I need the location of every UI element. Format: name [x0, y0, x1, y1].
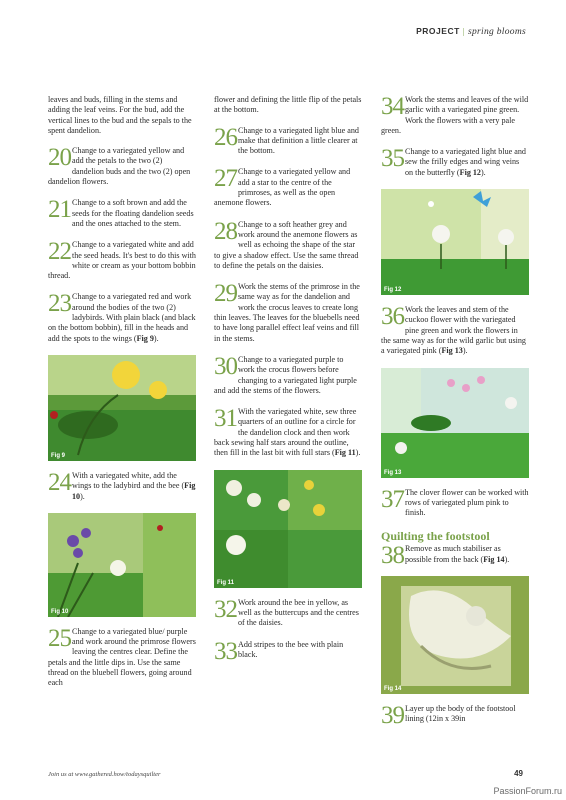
step-text-end: ). [462, 346, 468, 356]
step-text: With a variegated white, add the wings to the ladybird and the bee ( [72, 470, 185, 491]
step-text: Work the leaves and stem of the cuckoo flower with the variegated pine green and work the flowers in the same way as for the wild garlic but using a variegated pink ( [381, 305, 526, 356]
step-text: Change to a variegated yellow and add a star to the centre of the primroses, as well as the open anemone flowers. [214, 167, 351, 208]
step-29 [214, 282, 362, 344]
figure-13 [381, 368, 529, 478]
step-27 [214, 167, 362, 208]
step-25 [48, 624, 196, 689]
step-number: 29 [214, 280, 237, 308]
step-number: 25 [48, 624, 71, 652]
figure-12 [381, 189, 529, 295]
step-number: 26 [214, 123, 237, 151]
step-32 [214, 595, 362, 629]
step-38 [381, 542, 529, 570]
step-text-end: ). [504, 554, 510, 564]
step-text: With the variegated white, sew three quarters of an outline for a circle for the dandelion clock and then work back sewing half stars around the outline, then fill in the last bit with full stars ( [214, 407, 357, 458]
step-31 [214, 407, 362, 458]
step-text: Change to a soft heather grey and work around the anemone flowers as well as echoing the shape of the star to give a shadow effect. Use the same thread to define the petals on the daisies. [214, 219, 359, 270]
step-text: Change to a variegated blue/ purple and work around the primrose flowers leaving the centres clear. Define the petals and the little dips in. Use the same thread on the bluebell flowers, going around each [48, 626, 196, 688]
step-text: Remove as much stabiliser as possible from the back ( [405, 544, 501, 564]
figure-label: Fig 10 [51, 608, 69, 615]
watermark: PassionForum.ru [493, 786, 562, 796]
step-21 [48, 198, 196, 229]
step-text-end: ). [80, 491, 85, 501]
step-text: Work around the bee in yellow, as well as the buttercups and the centres of the daisies. [238, 597, 359, 628]
step-number: 23 [48, 290, 71, 318]
step-number: 21 [48, 196, 71, 224]
step-28 [214, 217, 362, 271]
col1-intro: leaves and buds, filling in the stems and adding the leaf veins. For the bud, add the vertical lines to the bud and the sepals to the spent dandelion. [48, 95, 192, 135]
step-text: Change to a variegated light blue and sew the frilly edges and wing veins on the butterfly ( [405, 147, 526, 177]
fig12-photo [381, 189, 529, 295]
step-text: Change to a variegated yellow and add the petals to the two (2) dandelion buds and the two (2) open dandelion flowers. [48, 146, 191, 187]
figure-14 [381, 576, 529, 694]
fig-reference: Fig 11 [334, 448, 356, 458]
step-number: 32 [214, 595, 237, 623]
fig11-photo [214, 470, 362, 588]
step-30 [214, 352, 362, 396]
step-number: 36 [381, 303, 404, 331]
step-text: Change to a variegated red and work around the bodies of the two (2) ladybirds. With plain black (and black on the bottom bobbin), fill in the heads and add the spots to the wings ( [48, 292, 196, 343]
section-heading: Quilting the footstool [381, 529, 490, 544]
step-37 [381, 485, 529, 519]
step-33 [214, 637, 362, 665]
step-text: Change to a variegated light blue and make that definition a little clearer at the bottom. [238, 125, 359, 156]
figure-label: Fig 14 [384, 686, 402, 693]
fig14-photo [381, 576, 529, 694]
header-separator: | [462, 26, 465, 36]
fig-reference: Fig 13 [441, 346, 463, 356]
step-35 [381, 147, 529, 178]
figure-10 [48, 513, 196, 617]
step-text: Work the stems of the primrose in the same way as for the dandelion and work the crocus leaves to create long thin leaves. The leaves for the bluebells need to have long parallel effect leaf veins and fill in the stems. [214, 282, 360, 343]
step-text-end: ). [355, 448, 361, 458]
step-number: 31 [214, 405, 237, 433]
col2-intro: flower and defining the little flip of the petals at the bottom. [214, 95, 362, 115]
step-number: 20 [48, 144, 71, 172]
fig-reference: Fig 14 [483, 554, 505, 564]
figure-9 [48, 355, 196, 461]
figure-11 [214, 470, 362, 588]
step-number: 30 [214, 352, 237, 380]
step-22 [48, 240, 196, 281]
step-number: 35 [381, 145, 404, 173]
fig10-photo [48, 513, 196, 617]
step-text: Add stripes to the bee with plain black. [238, 639, 344, 659]
step-number: 37 [381, 485, 404, 513]
footer-website: Join us at www.gathered.how/todaysquilter [48, 771, 161, 778]
fig-reference: Fig 12 [459, 167, 481, 177]
step-number: 22 [48, 238, 71, 266]
step-number: 39 [381, 702, 404, 730]
column-3 [381, 95, 529, 736]
step-number: 24 [48, 468, 71, 496]
step-text: Change to a variegated purple to work the crocus flowers before changing to a variegated light purple and add the stems of the flowers. [214, 354, 357, 395]
step-text-end: ). [153, 333, 159, 343]
step-number: 38 [381, 542, 404, 570]
step-number: 34 [381, 93, 404, 120]
header-topic: spring blooms [467, 27, 526, 37]
step-number: 27 [214, 165, 237, 193]
column-1 [48, 95, 196, 700]
step-text: Change to a variegated white and add the seed heads. It's best to do this with white or cream as your bottom bobbin thread. [48, 240, 196, 281]
step-24 [48, 468, 196, 502]
column-2 [214, 95, 362, 671]
running-header [416, 26, 526, 37]
figure-label: Fig 9 [51, 452, 66, 459]
header-project: PROJECT [416, 26, 460, 36]
fig13-photo [381, 368, 529, 478]
fig-reference: Fig 10 [72, 481, 196, 501]
step-text-end: ). [480, 167, 486, 177]
step-39 [381, 702, 529, 730]
page-number: 49 [514, 769, 523, 778]
step-20 [48, 146, 196, 187]
step-26 [214, 123, 362, 157]
step-36 [381, 305, 529, 356]
fig-reference: Fig 9 [136, 333, 154, 343]
step-text: The clover flower can be worked with rows of variegated plum pink to finish. [405, 487, 529, 518]
step-34 [381, 95, 529, 136]
figure-label: Fig 13 [384, 469, 402, 476]
step-number: 28 [214, 217, 237, 245]
step-number: 33 [214, 637, 237, 665]
step-23 [48, 292, 196, 343]
step-text: Change to a soft brown and add the seeds for the floating dandelion seeds and the ones attached to the stem. [72, 198, 194, 228]
figure-label: Fig 11 [217, 579, 235, 586]
step-text: Work the stems and leaves of the wild garlic with a variegated pine green. Work the flowers with a very pale green. [381, 95, 529, 135]
fig9-photo [48, 355, 196, 461]
figure-label: Fig 12 [384, 287, 402, 294]
step-text: Layer up the body of the footstool lining (12in x 39in [405, 704, 516, 724]
